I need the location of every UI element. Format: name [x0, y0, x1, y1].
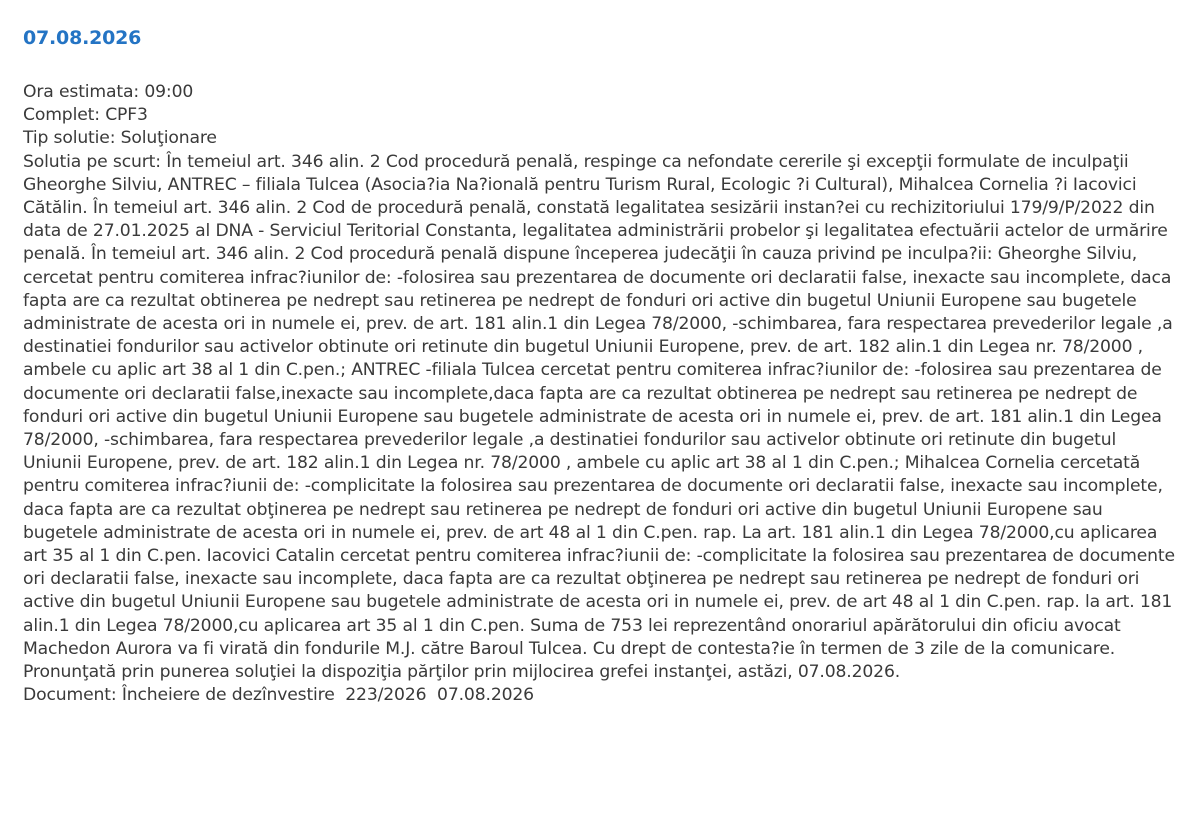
document-date: 07.08.2026	[437, 685, 534, 706]
estimated-time-label: Ora estimata:	[23, 82, 140, 102]
panel-value: CPF3	[105, 105, 148, 126]
solution-summary-label: Solutia pe scurt:	[23, 151, 161, 172]
solution-type-value: Soluţionare	[120, 128, 217, 149]
panel-row	[23, 104, 1178, 127]
document-number: 223/2026	[345, 685, 427, 706]
estimated-time-value: 09:00	[144, 82, 194, 102]
solution-summary-text: În temeiul art. 346 alin. 2 Cod procedură penală, respinge ca nefondate cererile şi excepţii formulate de inculpaţii Gheorghe Silviu, ANTREC – filiala Tulcea (Asocia?ia Na?ională pentru Turism Rural, Ecologic ?i Cultural), Mihalcea Cornelia ?i Iacovici Cătălin. În temeiul art. 346 alin. 2 Cod de procedură penală, constată legalitatea sesizării instan?ei cu rechizitoriului 179/9/P/2022 din data de 27.01.2025 al DNA - Serviciul Teritorial Constanta, legalitatea administrării probelor şi legalitatea efectuării actelor de urmărire penală. În temeiul art. 346 alin. 2 Cod procedură penală dispune începerea judecăţii în cauza privind pe inculpa?ii: Gheorghe Silviu, cercetat pentru comiterea infrac?iunilor de: -folosirea sau prezentarea de documente ori declaratii false, inexacte sau incomplete, daca fapta are ca rezultat obtinerea pe nedrept sau retinerea pe nedrept de fonduri ori active din bugetul Uniunii Europene sau bugetele administrate de acesta ori in numele ei, prev. de art. 181 alin.1 din Legea 78/2000, -schimbarea, fara respectarea prevederilor legale ,a destinatiei fondurilor sau activelor obtinute ori retinute din bugetul Uniunii Europene, prev. de art. 182 alin.1 din Legea nr. 78/2000 , ambele cu aplic art 38 al 1 din C.pen.; ANTREC -filiala Tulcea cercetat pentru comiterea infrac?iunilor de: -folosirea sau prezentarea de documente ori declaratii false,inexacte sau incomplete,daca fapta are ca rezultat obtinerea pe nedrept sau retinerea pe nedrept de fonduri ori active din bugetul Uniunii Europene sau bugetele administrate de acesta ori in numele ei, prev. de art. 181 alin.1 din Legea 78/2000, -schimbarea, fara respectarea prevederilor legale ,a destinatiei fondurilor sau activelor obtinute ori retinute din bugetul Uniunii Europene, prev. de art. 182 alin.1 din Legea nr. 78/2000 , ambele cu aplic art 38 al 1 din C.pen.; Mihalcea Cornelia cercetată pentru comiterea infrac?iunii de: -complicitate la folosirea sau prezentarea de documente ori declaratii false, inexacte sau incomplete, daca fapta are ca rezultat obţinerea pe nedrept sau retinerea pe nedrept de fonduri ori active din bugetul Uniunii Europene sau bugetele administrate de acesta ori in numele ei, prev. de art 48 al 1 din C.pen. rap. La art. 181 alin.1 din Legea 78/2000,cu aplicarea art 35 al 1 din C.pen. Iacovici Catalin cercetat pentru comiterea infrac?iunii de: -complicitate la folosirea sau prezentarea de documente ori declaratii false, inexacte sau incomplete, daca fapta are ca rezultat obţinerea pe nedrept sau retinerea pe nedrept de fonduri ori active din bugetul Uniunii Europene sau bugetele administrate de acesta ori in numele ei, prev. de art 48 al 1 din C.pen. rap. la art. 181 alin.1 din Legea 78/2000,cu aplicarea art 35 al 1 din C.pen. Suma de 753 lei reprezentând onorariul apărătorului din oficiu avocat Machedon Aurora va fi virată din fondurile M.J. către Baroul Tulcea. Cu drept de contesta?ie în termen de 3 zile de la comunicare. Pronunţată prin punerea soluţiei la dispoziţia părţilor prin mijlocirea grefei instanţei, astăzi, 07.08.2026.	[23, 151, 1175, 683]
document-type: Încheiere de dezînvestire	[121, 685, 335, 706]
solution-type-row	[23, 127, 1178, 150]
document-label: Document:	[23, 685, 117, 706]
estimated-time-row	[23, 81, 1178, 104]
solution-type-label: Tip solutie:	[23, 128, 116, 149]
session-details	[23, 81, 1178, 707]
session-date-heading: 07.08.2026	[23, 27, 142, 49]
document-row	[23, 684, 1178, 707]
panel-label: Complet:	[23, 105, 100, 126]
solution-summary-row	[23, 151, 1178, 685]
